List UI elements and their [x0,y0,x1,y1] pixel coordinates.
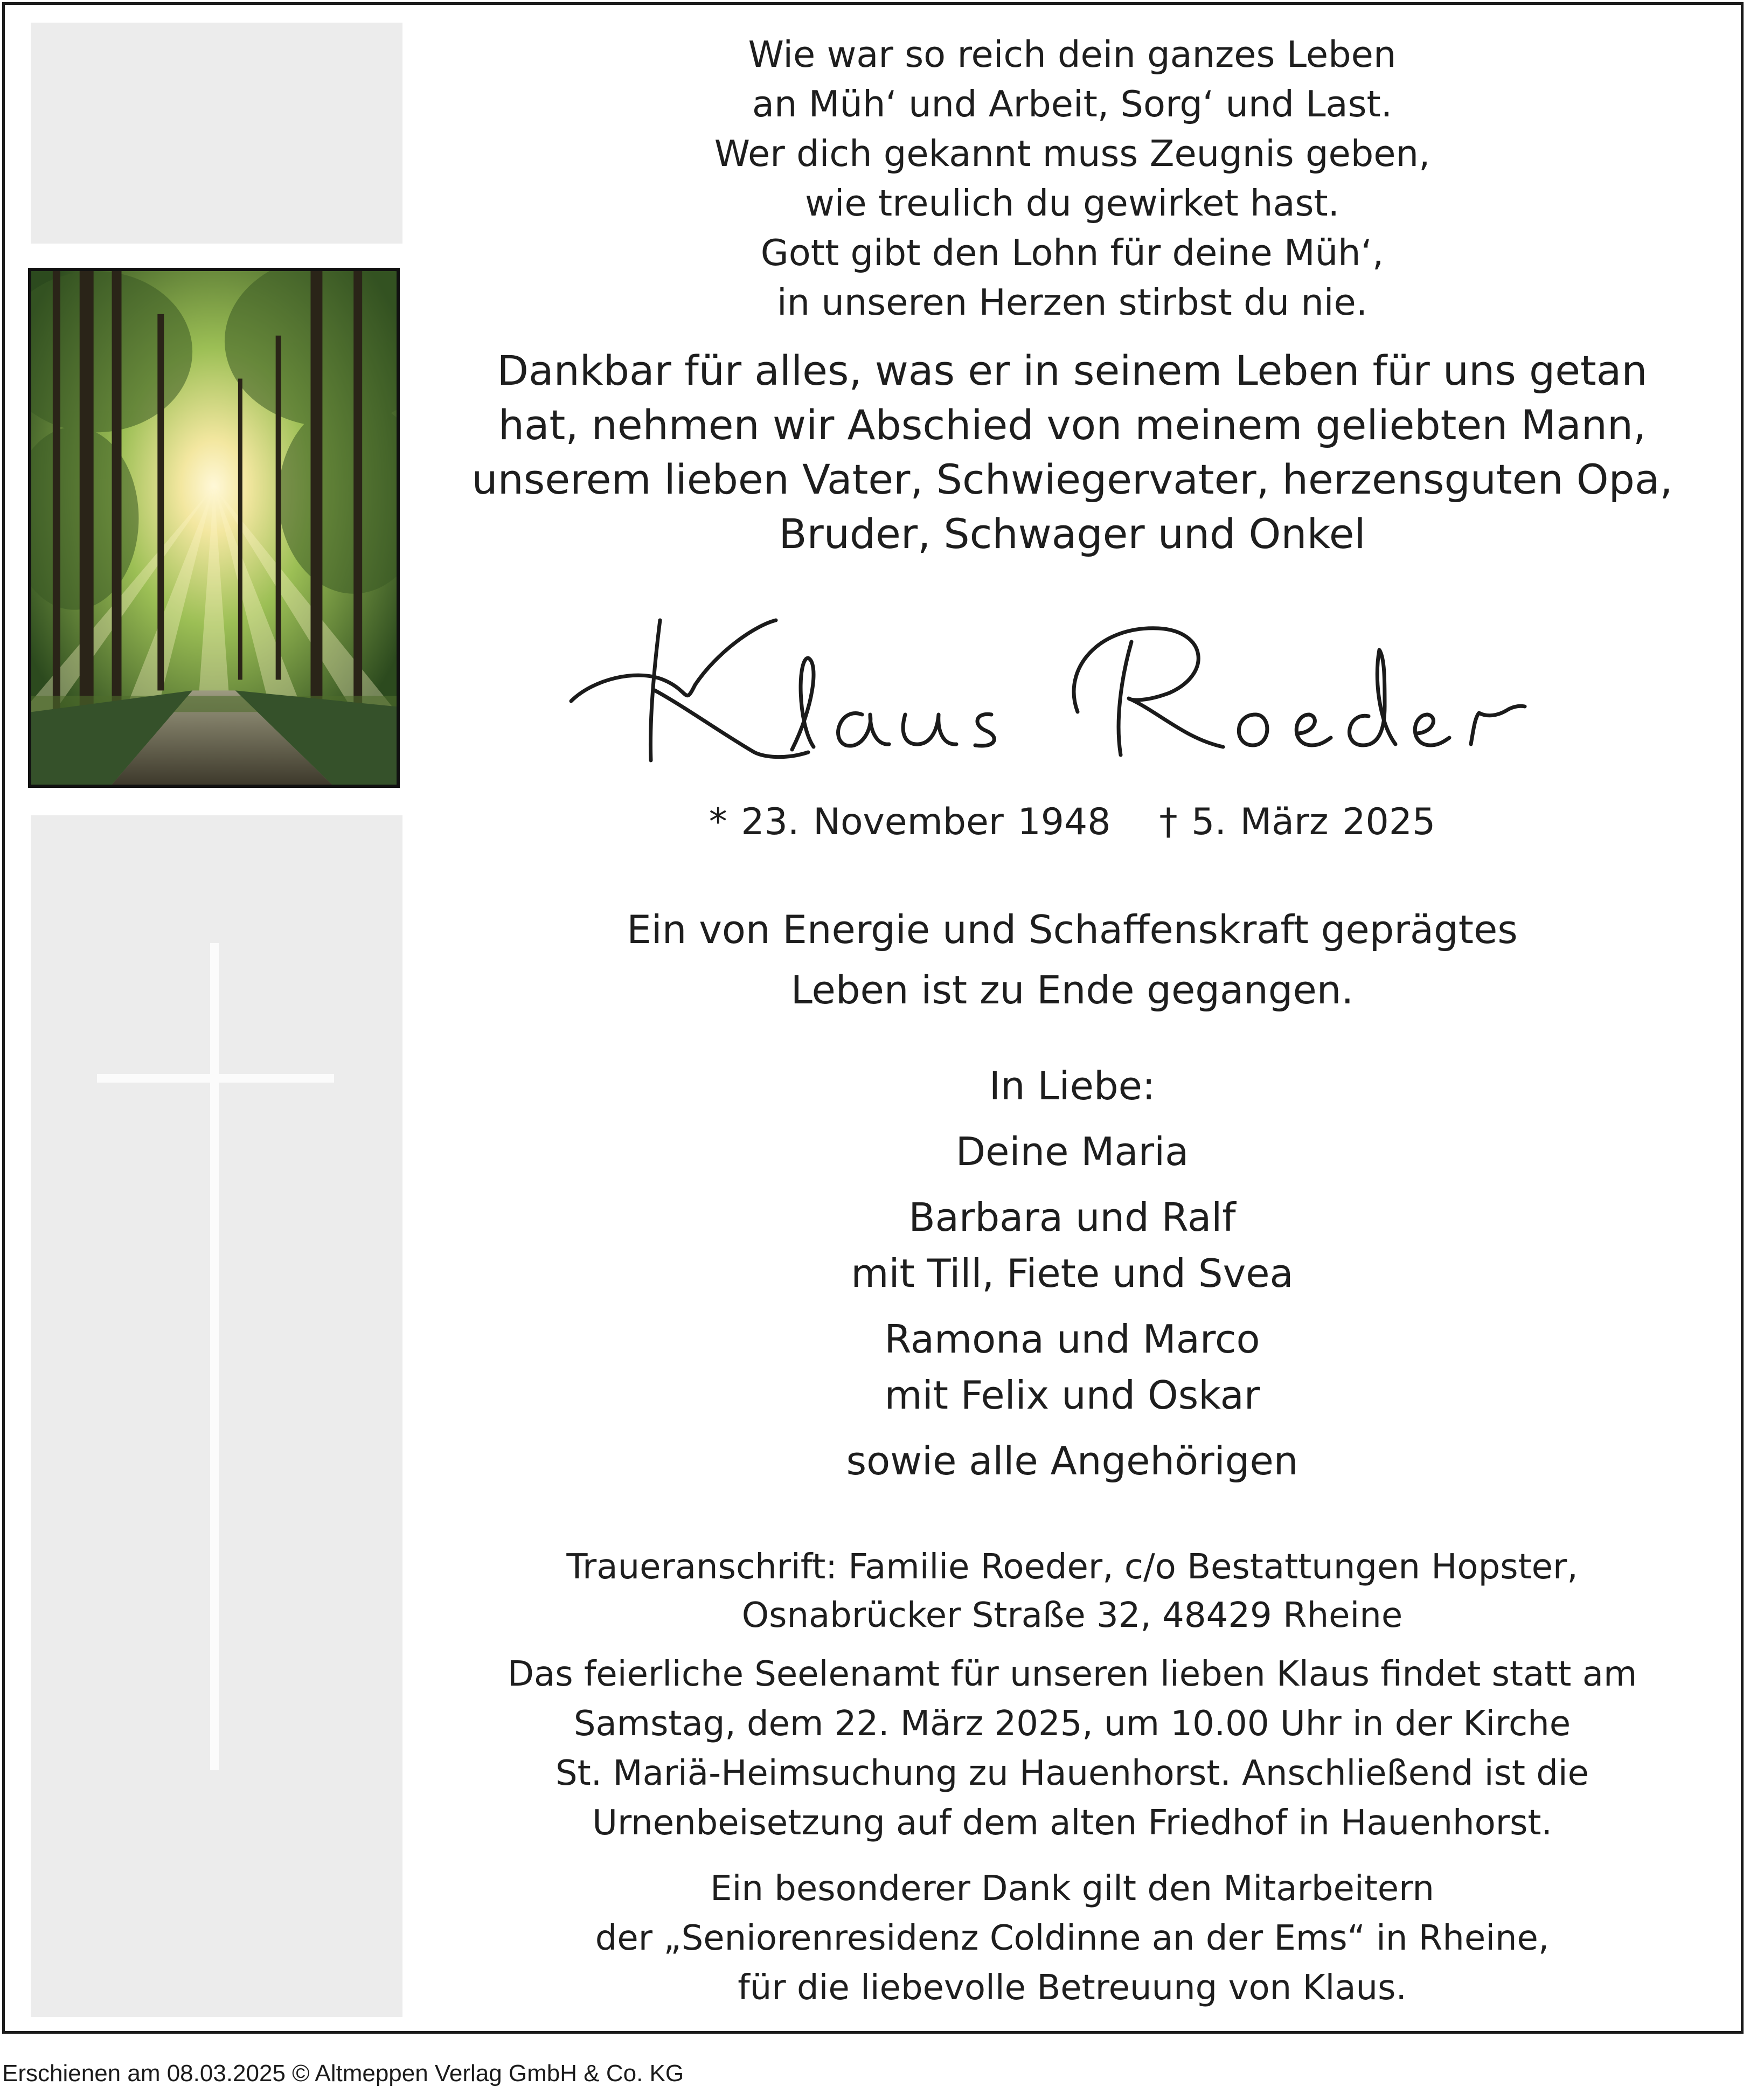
thanks-line: der „Seniorenresidenz Coldinne an der Ems“ in Rheine, [595,1918,1550,1958]
farewell-intro [458,343,1686,561]
acknowledgement [458,1864,1686,2013]
poem-line: Gott gibt den Lohn für deine Müh‘, [760,232,1384,274]
thanks-line: Ein besonderer Dank gilt den Mitarbeitern [710,1869,1434,1909]
forest-illustration [31,271,397,785]
signature-name-drawing [560,599,1584,777]
mourner-line: mit Felix und Oskar [884,1373,1260,1418]
tribute-line: Leben ist zu Ende gegangen. [790,967,1354,1013]
poem-line: in unseren Herzen stirbst du nie. [776,281,1367,323]
tribute-line: Ein von Energie und Schaffenskraft geprägtes [627,907,1518,952]
deceased-name [458,599,1686,777]
intro-line: Dankbar für alles, was er in seinem Leben für uns getan [497,346,1648,394]
mourner-line: Barbara und Ralf [908,1195,1236,1240]
life-dates [458,798,1686,847]
cross-vertical-beam [210,943,219,1770]
poem [458,30,1686,327]
cross-horizontal-beam [97,1074,334,1083]
forest-sunbeam-photo [28,268,400,788]
cross-icon [97,943,334,1770]
mourner-others: sowie alle Angehörigen [846,1438,1298,1484]
intro-line: Bruder, Schwager und Onkel [779,510,1366,558]
tribute-text [458,899,1686,1020]
death-date: † 5. März 2025 [1159,801,1436,843]
poem-line: an Müh‘ und Arbeit, Sorg‘ und Last. [752,83,1393,125]
service-line: Samstag, dem 22. März 2025, um 10.00 Uhr in der Kirche [573,1704,1571,1744]
thanks-line: für die liebevolle Betreuung von Klaus. [738,1968,1407,2008]
intro-line: hat, nehmen wir Abschied von meinem geliebten Mann, [498,401,1647,449]
funeral-service-info [458,1649,1686,1848]
decorative-panel-top [31,23,402,244]
mourning-address [458,1543,1686,1640]
address-line: Osnabrücker Straße 32, 48429 Rheine [741,1596,1403,1635]
intro-line: unserem lieben Vater, Schwiegervater, herzensguten Opa, [471,455,1673,503]
mourner-spouse: Deine Maria [955,1129,1189,1174]
publication-footer: Erschienen am 08.03.2025 © Altmeppen Verlag GmbH & Co. KG [2,2060,684,2087]
service-line: Das feierliche Seelenamt für unseren lieben Klaus findet statt am [507,1654,1637,1694]
poem-line: Wie war so reich dein ganzes Leben [748,33,1397,75]
service-line: St. Mariä-Heimsuchung zu Hauenhorst. Anschließend ist die [555,1754,1589,1793]
address-line: Traueranschrift: Familie Roeder, c/o Bestattungen Hopster, [566,1547,1578,1587]
birth-date: * 23. November 1948 [709,801,1111,843]
mourners-heading: In Liebe: [989,1063,1156,1108]
poem-line: Wer dich gekannt muss Zeugnis geben, [714,133,1430,175]
mourner-line: Ramona und Marco [884,1316,1260,1362]
mourners-list [458,1058,1686,1489]
service-line: Urnenbeisetzung auf dem alten Friedhof in Hauenhorst. [592,1803,1552,1843]
obituary-text [458,30,1686,2013]
mourner-line: mit Till, Fiete und Svea [851,1251,1294,1296]
poem-line: wie treulich du gewirket hast. [805,182,1339,224]
